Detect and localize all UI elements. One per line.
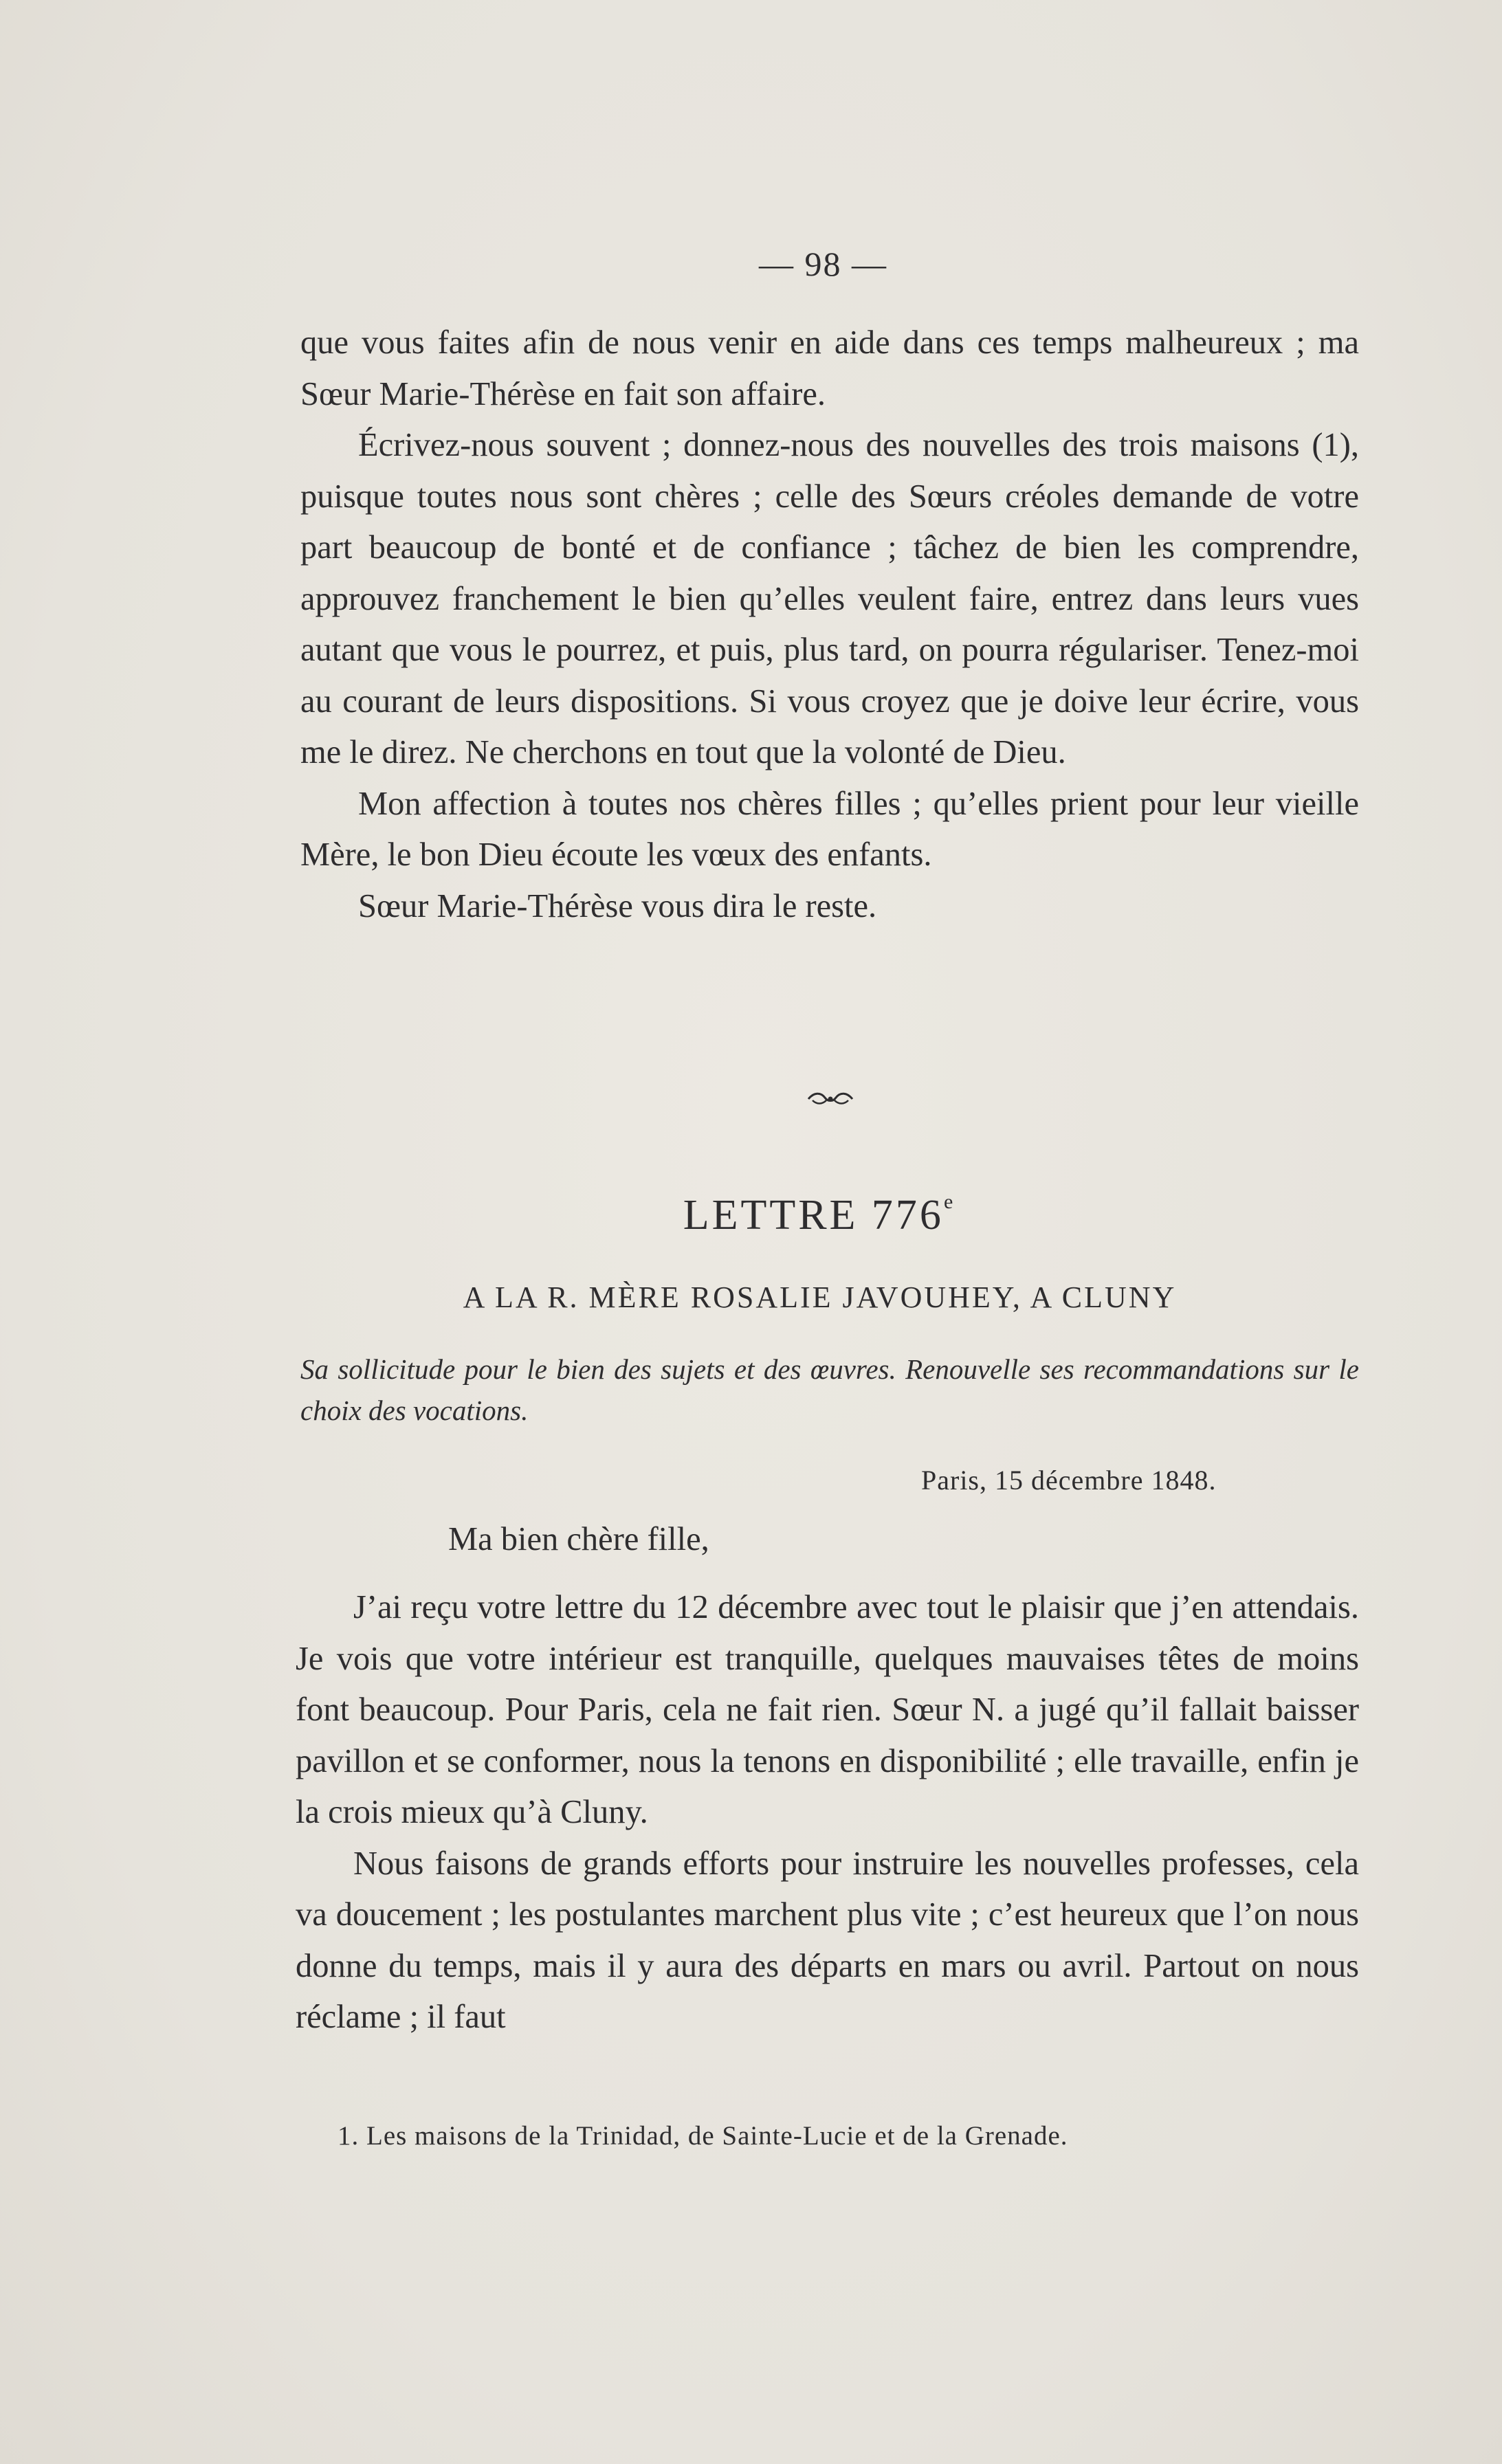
letter-title-suffix: e: [943, 1190, 953, 1213]
place-date: Paris, 15 décembre 1848.: [921, 1465, 1217, 1496]
summary-text: Sa sollicitude pour le bien des sujets et des œuvres. Renouvelle ses recommandations sur le choix des vocations.: [300, 1353, 1359, 1426]
footnote: 1. Les maisons de la Trinidad, de Sainte-Lucie et de la Grenade.: [338, 2121, 1068, 2151]
page-number: — 98 —: [759, 245, 887, 283]
paragraph: Sœur Marie-Thérèse vous dira le reste.: [358, 887, 877, 924]
letter-body: [296, 1582, 1359, 2043]
salutation: Ma bien chère fille,: [448, 1521, 709, 1557]
letter-title: [0, 1190, 1502, 1240]
paragraph: Écrivez-nous souvent ; donnez-nous des nouvelles des trois maisons (1), puisque toutes nous sont chères ; celle des Sœurs créoles demande de votre part beaucoup de bonté et de confiance ; tâchez de bien les comprendre, approuvez franchement le bien qu’elles veulent faire, entrez dans leurs vues autant que vous le pourrez, et puis, plus tard, on pourra régulariser. Tenez-moi au courant de leurs dispositions. Si vous croyez que je doive leur écrire, vous me le direz. Ne cherchons en tout que la volonté de Dieu.: [300, 427, 1359, 770]
letter-addressee: A LA R. MÈRE ROSALIE JAVOUHEY, A CLUNY: [463, 1280, 1177, 1314]
paragraph: J’ai reçu votre lettre du 12 décembre avec tout le plaisir que j’en attendais. Je vois que votre intérieur est tranquille, quelques mauvaises têtes de moins font beaucoup. Pour Paris, cela ne fait rien. Sœur N. a jugé qu’il fallait baisser pavillon et se conformer, nous la tenons en disponibilité ; elle travaille, enfin je la crois mieux qu’à Cluny.: [296, 1589, 1359, 1830]
fleuron-ornament-icon: [806, 1089, 855, 1109]
paragraph: Mon affection à toutes nos chères filles ; qu’elles prient pour leur vieille Mère, le bon Dieu écoute les vœux des enfants.: [300, 785, 1359, 873]
continuation-text: [300, 318, 1359, 932]
paragraph: que vous faites afin de nous venir en aide dans ces temps malheureux ; ma Sœur Marie-Thérèse en fait son affaire.: [300, 324, 1359, 412]
paragraph: Nous faisons de grands efforts pour instruire les nouvelles professes, cela va doucement ; les postulantes marchent plus vite ; c’est heureux que l’on nous donne du temps, mais il y aura des départs en mars ou avril. Partout on nous réclame ; il faut: [296, 1845, 1359, 2035]
letter-summary: [300, 1348, 1359, 1431]
letter-title-text: LETTRE 776: [683, 1192, 944, 1239]
